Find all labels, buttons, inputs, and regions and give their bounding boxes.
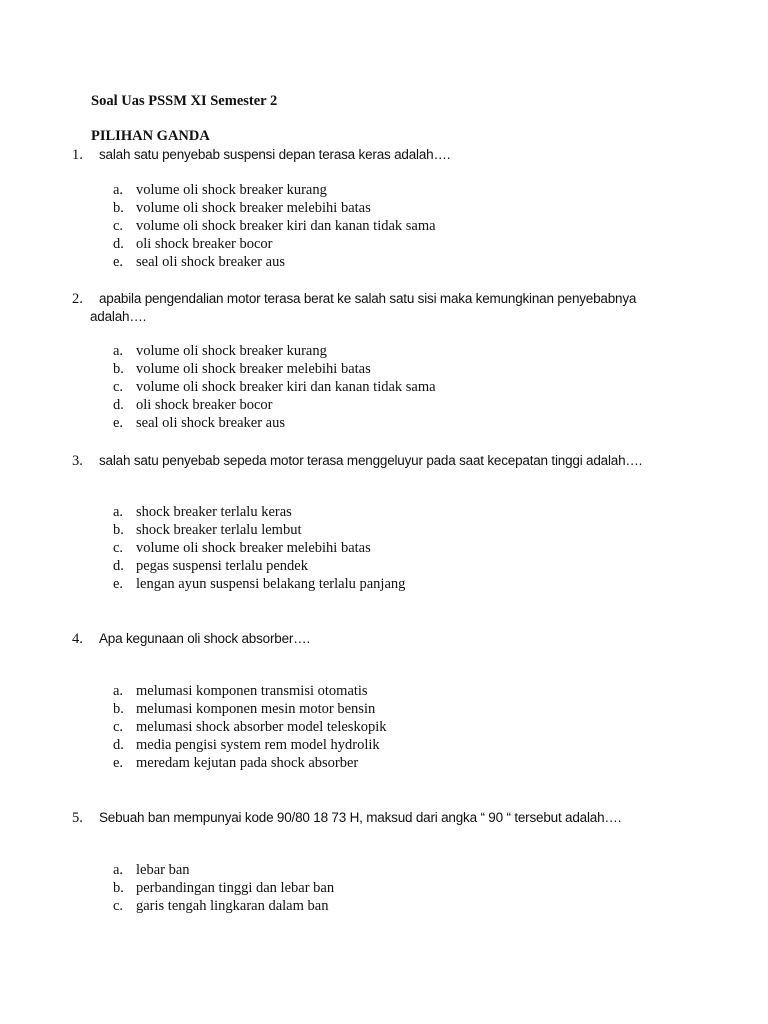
option-text: pegas suspensi terlalu pendek <box>136 557 308 574</box>
option-text: melumasi shock absorber model teleskopik <box>136 718 387 735</box>
option-c <box>113 218 436 236</box>
option-a <box>113 182 436 200</box>
option-d <box>113 236 436 254</box>
option-e <box>113 755 386 773</box>
option-b <box>113 701 386 719</box>
option-letter: e. <box>113 253 124 270</box>
option-letter: e. <box>113 575 124 592</box>
options-list-5 <box>113 862 334 916</box>
option-letter: e. <box>113 754 124 771</box>
section-heading: PILIHAN GANDA <box>91 128 210 144</box>
document-title: Soal Uas PSSM XI Semester 2 <box>91 93 278 109</box>
option-letter: c. <box>113 378 124 395</box>
option-text: perbandingan tinggi dan lebar ban <box>136 879 335 896</box>
option-a <box>113 862 334 880</box>
option-text: melumasi komponen transmisi otomatis <box>136 683 368 699</box>
option-letter: b. <box>113 700 124 717</box>
question-text: apabila pengendalian motor terasa berat ke salah satu sisi maka kemungkinan penyebabnya <box>99 291 637 306</box>
option-letter: d. <box>113 235 124 252</box>
option-letter: a. <box>113 683 124 699</box>
option-e <box>113 415 436 433</box>
options-list-1 <box>113 182 436 272</box>
option-letter: b. <box>113 879 124 896</box>
option-text: volume oli shock breaker melebihi batas <box>136 539 371 556</box>
option-text: volume oli shock breaker melebihi batas <box>136 199 371 216</box>
question-number: 2. <box>72 291 83 307</box>
option-text: volume oli shock breaker kiri dan kanan tidak sama <box>136 378 436 395</box>
option-b <box>113 880 334 898</box>
option-text: media pengisi system rem model hydrolik <box>136 736 380 753</box>
option-letter: d. <box>113 557 124 574</box>
option-letter: a. <box>113 862 124 878</box>
option-text: oli shock breaker bocor <box>136 396 273 413</box>
question-number: 3. <box>72 453 83 469</box>
option-letter: a. <box>113 504 124 520</box>
option-c <box>113 540 405 558</box>
option-a <box>113 683 386 701</box>
option-text: seal oli shock breaker aus <box>136 253 285 270</box>
question-number: 5. <box>72 810 83 826</box>
option-letter: c. <box>113 897 124 914</box>
option-text: oli shock breaker bocor <box>136 235 273 252</box>
option-letter: d. <box>113 396 124 413</box>
option-letter: a. <box>113 343 124 359</box>
options-list-3 <box>113 504 405 594</box>
option-text: volume oli shock breaker kiri dan kanan tidak sama <box>136 217 436 234</box>
option-b <box>113 200 436 218</box>
option-e <box>113 576 405 594</box>
option-text: lengan ayun suspensi belakang terlalu panjang <box>136 575 406 592</box>
option-c <box>113 898 334 916</box>
option-text: volume oli shock breaker melebihi batas <box>136 360 371 377</box>
question-number: 4. <box>72 631 83 647</box>
option-d <box>113 558 405 576</box>
options-list-4 <box>113 683 386 773</box>
option-letter: b. <box>113 521 124 538</box>
option-text: meredam kejutan pada shock absorber <box>136 754 359 771</box>
option-letter: c. <box>113 718 124 735</box>
option-b <box>113 361 436 379</box>
option-c <box>113 379 436 397</box>
options-list-2 <box>113 343 436 433</box>
option-d <box>113 397 436 415</box>
option-a <box>113 504 405 522</box>
question-text: Apa kegunaan oli shock absorber…. <box>99 631 311 646</box>
option-text: shock breaker terlalu keras <box>136 504 292 520</box>
option-text: garis tengah lingkaran dalam ban <box>136 897 329 914</box>
question-text: Sebuah ban mempunyai kode 90/80 18 73 H, maksud dari angka “ 90 “ tersebut adalah…. <box>99 810 622 825</box>
option-letter: b. <box>113 199 124 216</box>
question-text: salah satu penyebab sepeda motor terasa menggeluyur pada saat kecepatan tinggi adalah…. <box>99 453 643 468</box>
option-text: melumasi komponen mesin motor bensin <box>136 700 376 717</box>
question-text-continued: adalah…. <box>90 309 147 324</box>
option-a <box>113 343 436 361</box>
question-number: 1. <box>72 147 83 163</box>
option-text: shock breaker terlalu lembut <box>136 521 302 538</box>
option-letter: e. <box>113 414 124 431</box>
option-text: lebar ban <box>136 862 190 878</box>
option-letter: b. <box>113 360 124 377</box>
option-letter: a. <box>113 182 124 198</box>
option-letter: c. <box>113 217 124 234</box>
question-text: salah satu penyebab suspensi depan terasa keras adalah…. <box>99 147 451 162</box>
option-text: seal oli shock breaker aus <box>136 414 285 431</box>
option-letter: c. <box>113 539 124 556</box>
option-text: volume oli shock breaker kurang <box>136 182 327 198</box>
option-letter: d. <box>113 736 124 753</box>
option-text: volume oli shock breaker kurang <box>136 343 327 359</box>
option-b <box>113 522 405 540</box>
option-e <box>113 254 436 272</box>
option-c <box>113 719 386 737</box>
option-d <box>113 737 386 755</box>
